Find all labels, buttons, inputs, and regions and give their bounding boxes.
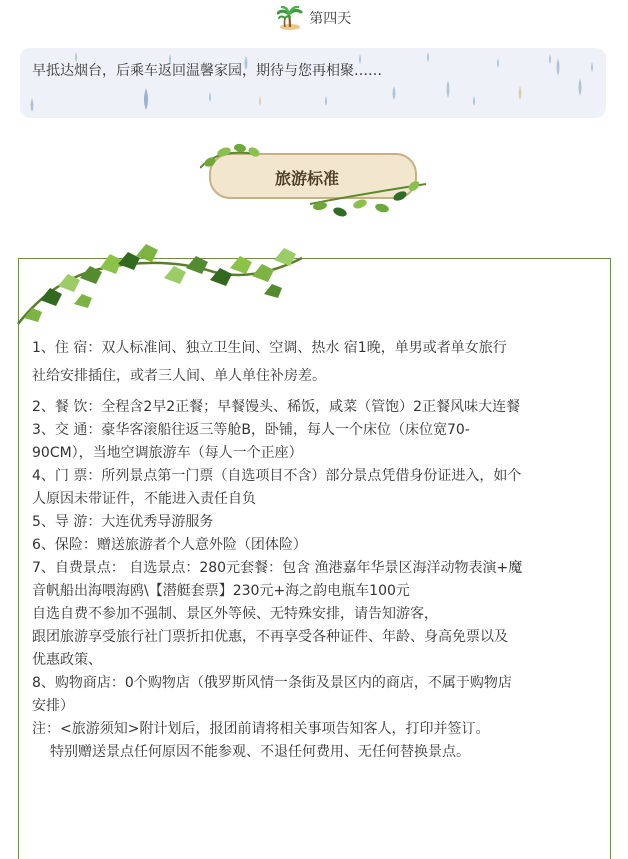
rain-decoration <box>20 48 606 118</box>
standards-line: 5、导 游：大连优秀导游服务 <box>32 514 214 530</box>
itinerary-box <box>20 48 606 118</box>
standards-line: 6、保险：赠送旅游者个人意外险（团体险） <box>32 537 307 553</box>
standards-line: 3、交 通：豪华客滚船往返三等舱B，卧铺，每人一个床位（床位宽70- <box>32 422 470 438</box>
standards-line: 自选自费不参加不强制、景区外等候、无特殊安排，请告知游客， <box>32 606 438 622</box>
standards-line: 安排） <box>32 698 74 714</box>
itinerary-text: 早抵达烟台，后乘车返回温馨家园，期待与您再相聚…… <box>32 63 382 79</box>
standards-line: 跟团旅游享受旅行社门票折扣优惠，不再享受各种证件、年龄、身高免票以及 <box>32 629 508 645</box>
standards-line: 社给安排插住，或者三人间、单人单住补房差。 <box>32 368 326 384</box>
standards-line: 1、住 宿：双人标准间、独立卫生间、空调、热水 宿1晚，单男或者单女旅行 <box>32 340 507 356</box>
day-title-text: 第四天 <box>309 11 352 27</box>
standards-line: 优惠政策、 <box>32 652 102 668</box>
standards-line: 2、餐 饮：全程含2早2正餐；早餐馒头、稀饭，咸菜（管饱）2正餐风味大连餐 <box>32 399 521 415</box>
section-title: 旅游标准 <box>274 169 339 188</box>
standards-line: 7、自费景点： 自选景点：280元套餐：包含 渔港嘉年华景区海洋动物表演+魔 <box>32 560 523 576</box>
standards-line: 注：<旅游须知>附计划后，报团前请将相关事项告知客人，打印并签订。 <box>32 721 490 737</box>
standards-line: 人原因未带证件，不能进入责任自负 <box>32 491 256 507</box>
standards-line: 8、购物商店：0个购物店（俄罗斯风情一条街及景区内的商店，不属于购物店 <box>32 675 512 691</box>
standards-line: 音帆船出海喂海鸥\【潜艇套票】230元+海之韵电瓶车100元 <box>32 583 410 599</box>
standards-line: 特别赠送景点任何原因不能参观、不退任何费用、无任何替换景点。 <box>50 744 470 760</box>
standards-line: 90CM），当地空调旅游车（每人一个正座） <box>32 445 303 461</box>
standards-list <box>32 334 592 764</box>
day-title <box>0 6 628 30</box>
ivy-vine-icon <box>14 238 304 330</box>
standards-line: 4、门 票：所列景点第一门票（自选项目不含）部分景点凭借身份证进入，如个 <box>32 468 522 484</box>
palm-tree-icon <box>277 6 303 30</box>
